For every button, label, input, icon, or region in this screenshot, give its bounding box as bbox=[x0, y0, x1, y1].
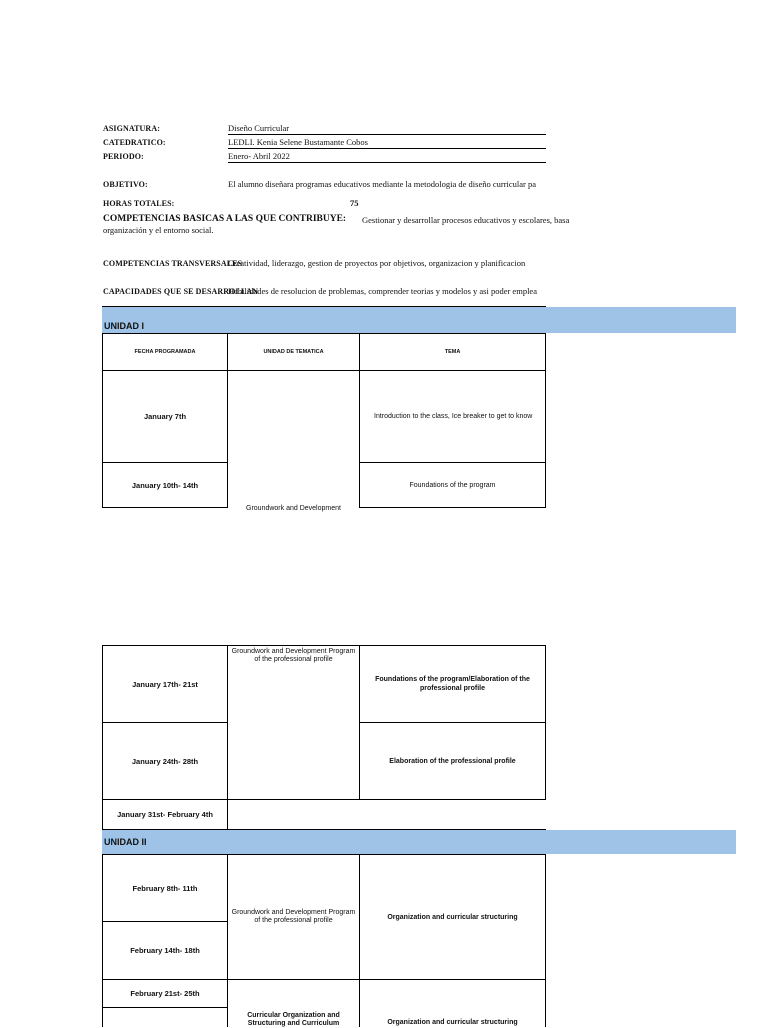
unit1-title: UNIDAD I bbox=[104, 321, 144, 331]
catedratico-value: LEDLI. Kenia Selene Bustamante Cobos bbox=[228, 137, 546, 149]
periodo-value: Enero- Abril 2022 bbox=[228, 151, 546, 163]
unit2-title-bar bbox=[102, 830, 736, 854]
u2-unidad-text: Groundwork and Development Program of the professional profile bbox=[231, 909, 356, 924]
u1-unidad-cell bbox=[227, 370, 360, 512]
asignatura-label: ASIGNATURA: bbox=[103, 124, 160, 133]
u2-row3-date: February 21st- 25th bbox=[102, 979, 228, 1008]
u1-unidad-cut-text: Groundwork and Development bbox=[246, 505, 341, 512]
transversal-label: COMPETENCIAS TRANSVERSALES bbox=[103, 259, 243, 268]
p2-row1-topic: Foundations of the program/Elaboration of the professional profile bbox=[359, 645, 546, 723]
u2-topic-1: Organization and curricular structuring bbox=[359, 854, 546, 980]
transversal-value: Creatividad, liderazgo, gestion de proyectos por objetivos, organizacion y planificacion bbox=[228, 258, 526, 268]
competencias-value: Gestionar y desarrollar procesos educativos y escolares, basa bbox=[362, 215, 570, 225]
p2-row1-date: January 17th- 21st bbox=[102, 645, 228, 723]
catedratico-label: CATEDRATICO: bbox=[103, 138, 166, 147]
u2-unidad-cell bbox=[227, 854, 360, 980]
asignatura-value: Diseño Curricular bbox=[228, 123, 546, 135]
u2-topic-2: Organization and curricular structuring bbox=[359, 979, 546, 1027]
col-header-tema: TEMA bbox=[359, 333, 546, 371]
capacidades-label: CAPACIDADES QUE SE DESARROLLAN bbox=[103, 287, 259, 296]
horas-label: HORAS TOTALES: bbox=[103, 199, 175, 208]
u1-row2-topic: Foundations of the program bbox=[359, 462, 546, 508]
objetivo-label: OBJETIVO: bbox=[103, 180, 148, 189]
objetivo-value: El alumno diseñara programas educativos mediante la metodologia de diseño curricular pa bbox=[228, 179, 537, 189]
unit2-title: UNIDAD II bbox=[104, 837, 147, 847]
col-header-fecha: FECHA PROGRAMADA bbox=[102, 333, 228, 371]
periodo-label: PERIODO: bbox=[103, 152, 144, 161]
capacidades-value: Habilidades de resolucion de problemas, comprender teorias y modelos y asi poder emplea bbox=[228, 286, 537, 296]
u2-row4-date-cell bbox=[102, 1007, 228, 1027]
p2-row2-topic: Elaboration of the professional profile bbox=[359, 722, 546, 800]
u1-row2-date: January 10th- 14th bbox=[102, 462, 228, 508]
competencias-label: COMPETENCIAS BASICAS A LAS QUE CONTRIBUYE: bbox=[103, 214, 347, 224]
u1-row1-date: January 7th bbox=[102, 370, 228, 463]
unit1-title-bar bbox=[102, 307, 736, 333]
u2-unidad-cell-2 bbox=[227, 979, 360, 1027]
u2-row1-date: February 8th- 11th bbox=[102, 854, 228, 922]
p2-unidad-text: Groundwork and Development Program of the professional profile bbox=[231, 648, 356, 663]
u1-row1-topic: Introduction to the class, Ice breaker to get to know bbox=[359, 370, 546, 463]
p2-unidad-cell bbox=[227, 645, 360, 800]
p2-row3-date: January 31st- February 4th bbox=[102, 799, 228, 830]
horas-value: 75 bbox=[350, 198, 359, 208]
u2-row2-date: February 14th- 18th bbox=[102, 921, 228, 980]
col-header-unidad: UNIDAD DE TEMATICA bbox=[227, 333, 360, 371]
p2-row2-date: January 24th- 28th bbox=[102, 722, 228, 800]
u2-unidad-text-2: Curricular Organization and Structuring and Curriculum bbox=[247, 1012, 340, 1027]
competencias-value-cont: organización y el entorno social. bbox=[103, 225, 214, 235]
